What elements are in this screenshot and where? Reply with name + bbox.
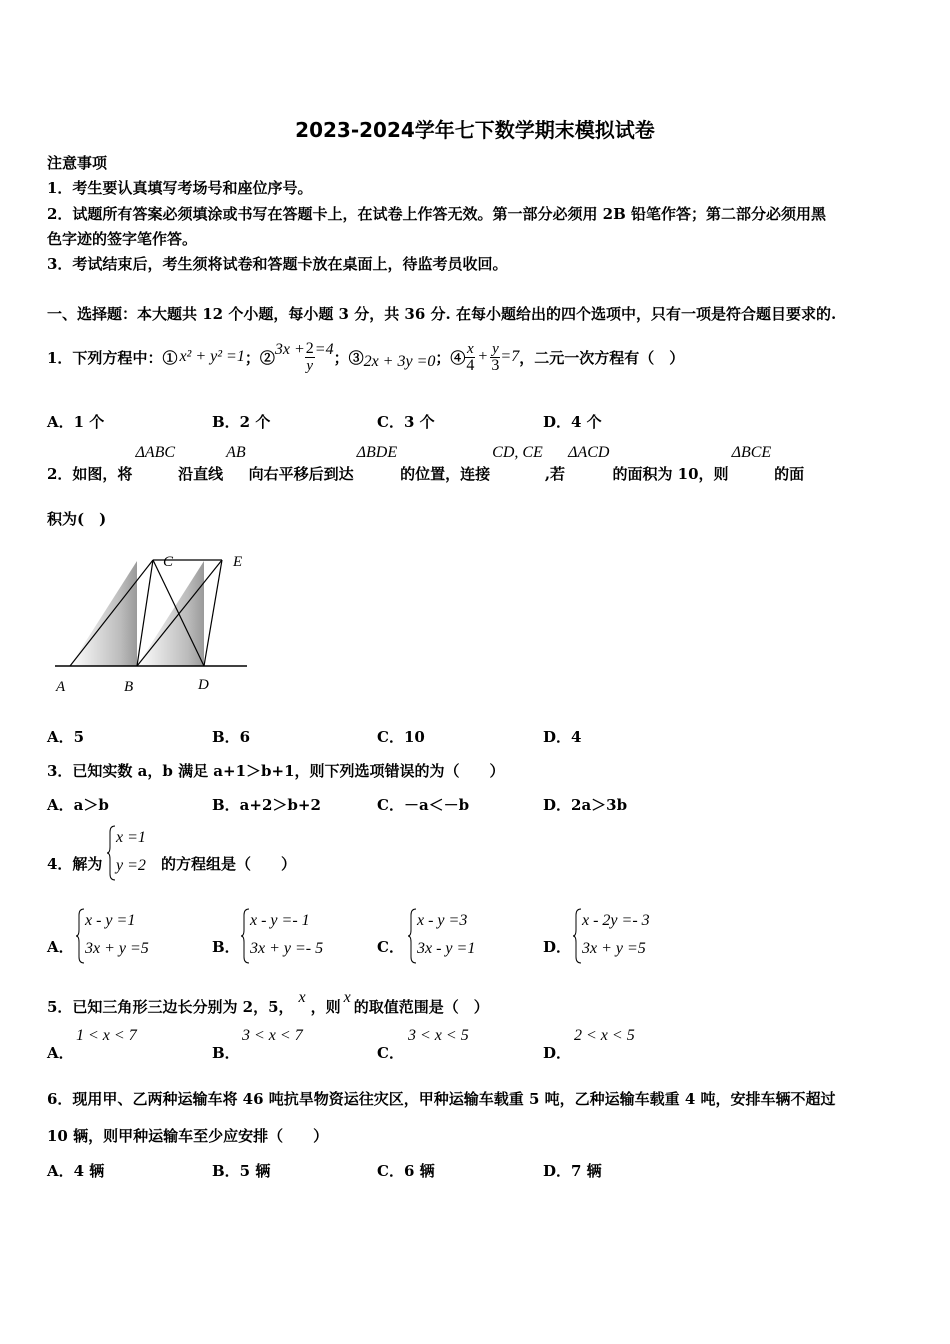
point-c-label: C [163, 554, 174, 570]
q3-option-a[interactable]: A．a＞b [47, 796, 109, 814]
q4-option-b-label[interactable]: B． [212, 938, 240, 956]
q1-eq4-num2: y [492, 340, 499, 357]
segment-de [204, 560, 222, 666]
q3-option-c[interactable]: C．－a＜－b [377, 796, 470, 814]
q4-option-b-line2: 3x + y =- 5 [250, 940, 324, 957]
q1-eq2-num: 2 [305, 339, 314, 357]
point-d-label: D [198, 677, 209, 693]
page-title: 2023-2024学年七下数学期末模拟试卷 [295, 118, 655, 142]
q4-option-a-line1: x - y =1 [85, 912, 136, 929]
q5-option-d-expr[interactable]: 2 < x < 5 [574, 1027, 635, 1044]
section-heading: 一、选择题：本大题共 12 个小题，每小题 3 分，共 36 分. 在每小题给出的四个选项中，只有一项是符合题目要求的. [47, 305, 837, 323]
q4-option-d-line2: 3x + y =5 [582, 940, 646, 957]
q4-option-b-system[interactable] [241, 907, 351, 965]
point-a-label: A [56, 679, 66, 695]
q4-option-a-system[interactable] [76, 907, 176, 965]
q1-eq4-plus: + [478, 348, 488, 365]
q1-option-d[interactable]: D．4 个 [543, 413, 602, 431]
q6-option-d[interactable]: D．7 辆 [543, 1162, 602, 1180]
question-3-stem: 3．已知实数 a，b 满足 a+1＞b+1，则下列选项错误的为（ ） [47, 762, 505, 780]
q2-p7: 的面 [774, 465, 805, 483]
q1-prefix: 1．下列方程中：① [47, 348, 178, 367]
q4-option-b-line1: x - y =- 1 [250, 912, 310, 929]
q5-p3: 的取值范围是（ ） [353, 998, 489, 1016]
q2-translation-figure [47, 548, 257, 698]
q2-option-c[interactable]: C．10 [377, 728, 425, 746]
notice-item: 3．考试结束后，考生须将试卷和答题卡放在桌面上，待监考员收回。 [47, 255, 508, 273]
q2-m5: ΔACD [568, 444, 610, 461]
q2-option-b[interactable]: B．6 [212, 728, 251, 746]
q2-p1: 2．如图，将 [47, 465, 133, 483]
q5-option-d-label[interactable]: D． [543, 1044, 572, 1062]
q1-sep3: ；③ [333, 348, 364, 367]
triangle-abc-shading [70, 561, 137, 666]
q4-option-d-label[interactable]: D． [543, 938, 572, 956]
notice-item: 1．考生要认真填写考场号和座位序号。 [47, 179, 313, 197]
q1-option-a[interactable]: A．1 个 [47, 413, 105, 431]
q4-option-c-label[interactable]: C． [377, 938, 404, 956]
q4-suffix: 的方程组是（ ） [161, 855, 297, 873]
q1-option-b[interactable]: B．2 个 [212, 413, 271, 431]
q2-m1: ΔABC [135, 444, 176, 461]
q4-solution-line1: x =1 [116, 829, 146, 846]
q1-eq4-fraction-1 [465, 341, 475, 374]
q4-option-c-system[interactable] [408, 907, 508, 965]
q1-eq2a: 3x + [274, 341, 305, 358]
q1-eq2-den: y [306, 357, 314, 374]
q1-sep4: ；④ [435, 348, 466, 367]
q6-option-b[interactable]: B．5 辆 [212, 1162, 271, 1180]
q5-option-b-expr[interactable]: 3 < x < 7 [242, 1027, 303, 1044]
q1-suffix: ，二元一次方程有（ ） [519, 348, 685, 367]
question-2-stem [47, 444, 804, 484]
q4-option-c-line2: 3x - y =1 [417, 940, 476, 957]
notice-heading: 注意事项 [47, 154, 108, 172]
q5-option-a-expr[interactable]: 1 < x < 7 [76, 1027, 137, 1044]
q4-option-a-line2: 3x + y =5 [85, 940, 149, 957]
q1-option-c[interactable]: C．3 个 [377, 413, 435, 431]
question-6-line2: 10 辆，则甲种运输车至少应安排（ ） [47, 1127, 329, 1145]
q4-solution-line2: y =2 [116, 857, 146, 874]
q5-p2: ，则 [310, 998, 341, 1016]
q1-eq4-num1: x [467, 340, 474, 357]
q1-eq3: 2x + 3y =0 [363, 353, 436, 370]
q6-option-c[interactable]: C．6 辆 [377, 1162, 435, 1180]
q2-p4: 的位置，连接 [400, 465, 491, 483]
q1-eq4-den2: 3 [491, 356, 500, 374]
q1-eq1: x² + y² =1 [179, 348, 245, 365]
question-5-stem [47, 989, 489, 1017]
q1-eq2-fraction [305, 341, 315, 374]
q2-p2: 沿直线 [178, 465, 224, 483]
q5-p1: 5．已知三角形三边长分别为 2，5， [47, 998, 294, 1016]
q2-option-a[interactable]: A．5 [47, 728, 85, 746]
q2-m6: ΔBCE [731, 444, 772, 461]
q3-option-b[interactable]: B．a+2＞b+2 [212, 796, 321, 814]
q2-line2: 积为( ) [47, 510, 107, 528]
q2-option-d[interactable]: D．4 [543, 728, 582, 746]
point-e-label: E [233, 554, 243, 570]
q4-prefix: 4．解为 [47, 855, 103, 873]
q4-option-c-line1: x - y =3 [417, 912, 468, 929]
q1-eq2b: =4 [314, 341, 334, 358]
q5-option-c-label[interactable]: C． [377, 1044, 404, 1062]
q2-p3: 向右平移后到达 [248, 465, 354, 483]
notice-item: 色字迹的签字笔作答。 [47, 230, 198, 248]
question-6-line1: 6．现用甲、乙两种运输车将 46 吨抗旱物资运往灾区，甲种运输车载重 5 吨，乙种运输车载重 4 吨，安排车辆不超过 [47, 1090, 836, 1108]
q6-option-a[interactable]: A．4 辆 [47, 1162, 105, 1180]
q4-solution-system [107, 824, 167, 882]
question-1-stem [47, 332, 684, 382]
q5-m1: x [298, 989, 306, 1006]
q5-m2: x [343, 989, 351, 1006]
q5-option-a-label[interactable]: A． [47, 1044, 74, 1062]
q2-m2: AB [226, 444, 246, 461]
notice-item: 2．试题所有答案必须填涂或书写在答题卡上，在试卷上作答无效。第一部分必须用 2B 铅笔作答；第二部分必须用黑 [47, 205, 827, 223]
q5-option-c-expr[interactable]: 3 < x < 5 [408, 1027, 469, 1044]
q2-m3: ΔBDE [356, 444, 398, 461]
q2-p5: ,若 [544, 465, 566, 483]
q4-option-a-label[interactable]: A． [47, 938, 74, 956]
point-b-label: B [124, 679, 134, 695]
q5-option-b-label[interactable]: B． [212, 1044, 240, 1062]
q2-m4: CD, CE [492, 444, 543, 461]
q1-sep2: ；② [244, 348, 275, 367]
q4-option-d-system[interactable] [573, 907, 683, 965]
q1-eq4-den1: 4 [466, 356, 475, 374]
q2-p6: 的面积为 10，则 [612, 465, 729, 483]
q3-option-d[interactable]: D．2a＞3b [543, 796, 628, 814]
q1-eq4b: =7 [500, 348, 520, 365]
q1-eq4-fraction-2 [490, 341, 500, 374]
q4-option-d-line1: x - 2y =- 3 [582, 912, 650, 929]
triangle-bde-shading [137, 561, 204, 666]
